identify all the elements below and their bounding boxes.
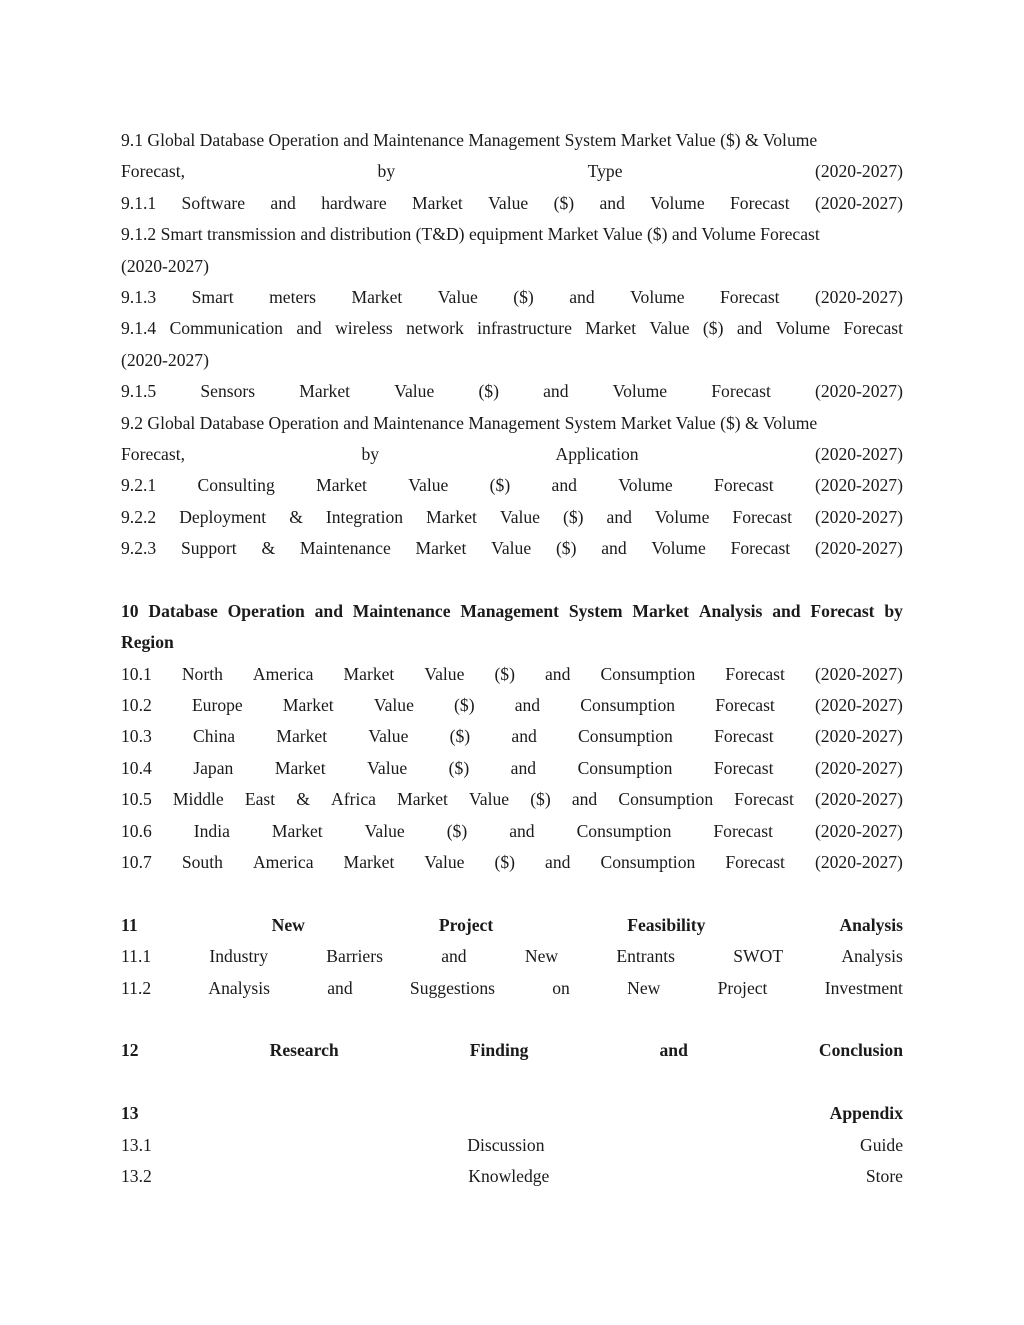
toc-section <box>121 125 903 564</box>
toc-section <box>121 596 903 879</box>
toc-line: 10.1 North America Market Value ($) and Consumption Forecast (2020-2027) <box>121 663 903 684</box>
toc-line: 10.2 Europe Market Value ($) and Consumption Forecast (2020-2027) <box>121 695 903 716</box>
section-spacer <box>121 564 903 595</box>
toc-line: 9.1.4 Communication and wireless network infrastructure Market Value ($) and Volume Forecast <box>121 318 903 339</box>
toc-line: 9.1.3 Smart meters Market Value ($) and Volume Forecast (2020-2027) <box>121 286 903 307</box>
toc-line: (2020-2027) <box>121 255 209 276</box>
section-spacer <box>121 1067 903 1098</box>
toc-line: 11.1 Industry Barriers and New Entrants SWOT Analysis <box>121 946 903 967</box>
toc-line: 9.2 Global Database Operation and Maintenance Management System Market Value ($) & Volume <box>121 412 818 433</box>
section-spacer <box>121 1004 903 1035</box>
toc-heading: 11 New Project Feasibility Analysis <box>121 914 903 935</box>
toc-line: 11.2 Analysis and Suggestions on New Project Investment <box>121 977 903 998</box>
toc-line: 13.1 Discussion Guide <box>121 1134 903 1155</box>
toc-section <box>121 1035 903 1066</box>
toc-line: 10.5 Middle East & Africa Market Value ($) and Consumption Forecast (2020-2027) <box>121 789 903 810</box>
document-page <box>121 125 903 1192</box>
toc-heading: Region <box>121 632 174 653</box>
toc-line: 9.1.5 Sensors Market Value ($) and Volume Forecast (2020-2027) <box>121 381 903 402</box>
toc-line: 9.2.1 Consulting Market Value ($) and Volume Forecast (2020-2027) <box>121 475 903 496</box>
toc-heading: 12 Research Finding and Conclusion <box>121 1040 903 1061</box>
toc-line: 9.1.2 Smart transmission and distribution (T&D) equipment Market Value ($) and Volume Forecast <box>121 224 820 245</box>
toc-line: 10.3 China Market Value ($) and Consumption Forecast (2020-2027) <box>121 726 903 747</box>
toc-line: 10.7 South America Market Value ($) and Consumption Forecast (2020-2027) <box>121 851 903 872</box>
toc-line: (2020-2027) <box>121 349 209 370</box>
toc-line: 9.1 Global Database Operation and Maintenance Management System Market Value ($) & Volume <box>121 130 818 150</box>
toc-heading: 10 Database Operation and Maintenance Management System Market Analysis and Forecast by <box>121 600 903 621</box>
toc-line: Forecast, by Type (2020-2027) <box>121 161 903 182</box>
toc-line: 9.2.3 Support & Maintenance Market Value ($) and Volume Forecast (2020-2027) <box>121 538 903 559</box>
toc-line: 10.6 India Market Value ($) and Consumption Forecast (2020-2027) <box>121 820 903 841</box>
toc-line: 13.2 Knowledge Store <box>121 1165 903 1186</box>
toc-heading: 13 Appendix <box>121 1103 903 1124</box>
toc-section <box>121 1098 903 1192</box>
toc-line: 9.2.2 Deployment & Integration Market Value ($) and Volume Forecast (2020-2027) <box>121 506 903 527</box>
toc-section <box>121 910 903 1004</box>
toc-line: Forecast, by Application (2020-2027) <box>121 443 903 464</box>
section-spacer <box>121 878 903 909</box>
toc-line: 9.1.1 Software and hardware Market Value ($) and Volume Forecast (2020-2027) <box>121 192 903 213</box>
toc-line: 10.4 Japan Market Value ($) and Consumption Forecast (2020-2027) <box>121 757 903 778</box>
